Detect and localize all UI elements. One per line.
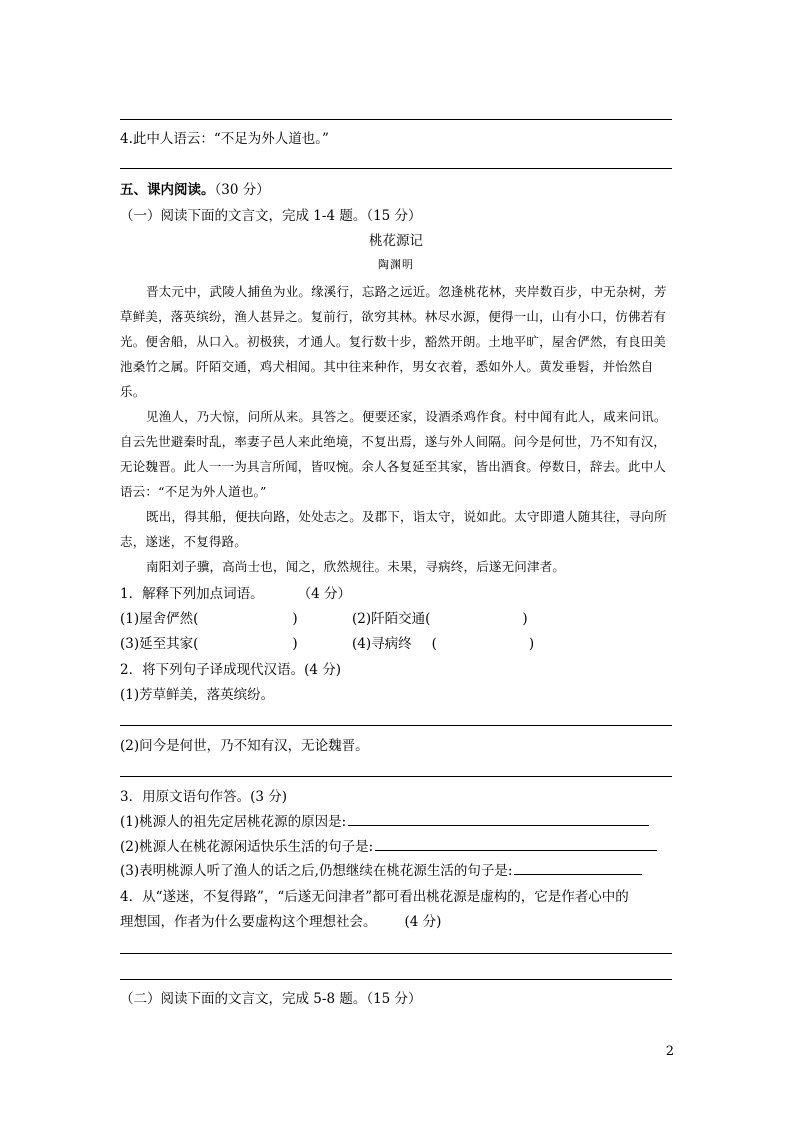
part2-instruction: （二）阅读下面的文言文，完成 5-8 题。（15 分）: [120, 991, 422, 1007]
answer-line-top-1: [120, 119, 672, 120]
passage-author: 陶渊明: [378, 258, 414, 271]
passage-paragraph-1: 晋太元中，武陵人捕鱼为业。缘溪行，忘路之远近。忽逢桃花林，夹岸数百步，中无杂树，芳草鲜美，落英缤纷，渔人甚异之。复前行，欲穷其林。林尽水源，便得一山，山有小口，仿佛若有光。便舍船，从口入。初极狭，才通人。复行数十步，豁然开朗。土地平旷，屋舍俨然，有良田美池桑竹之属。阡陌交通，鸡犬相闻。其中往来种作，男女衣着，悉如外人。黄发垂髫，并怡然自乐。: [120, 284, 667, 399]
q4-line-1: 4．从“遂迷，不复得路”，“后遂无问津者”都可看出桃花源是虚构的，它是作者心中的: [120, 889, 629, 905]
q1-a-label: (1)屋舍俨然(: [120, 611, 199, 627]
q1-score: （4 分）: [297, 586, 351, 602]
q1-a-close: ): [292, 611, 298, 627]
answer-line-top-2: [120, 168, 672, 169]
q1-heading: [120, 585, 351, 603]
q1-item-a: [120, 610, 298, 628]
q3-item-b: [120, 838, 674, 856]
q4-score: (4 分): [404, 914, 442, 930]
q2-answer-line-b[interactable]: [120, 776, 672, 777]
part1-instruction: （一）阅读下面的文言文，完成 1-4 题。（15 分）: [120, 208, 422, 224]
q1-d-open: (: [431, 636, 437, 652]
q3-a-blank[interactable]: [348, 813, 649, 826]
q4-answer-line-2[interactable]: [120, 979, 672, 980]
q1-c-label: (3)延至其家(: [120, 636, 199, 652]
q1-item-c: [120, 635, 298, 653]
q3-b-label: (2)桃源人在桃花源闲适快乐生活的句子是:: [120, 839, 374, 855]
q1-item-b: [352, 610, 528, 628]
passage-body: [120, 279, 676, 579]
q1-title: 1．解释下列加点词语。: [120, 586, 264, 602]
passage-paragraph-3: 既出，得其船，便扶向路，处处志之。及郡下，诣太守，说如此。太守即遣人随其往，寻向所志，遂迷，不复得路。: [120, 509, 667, 549]
q4-line-2-text: 理想国，作者为什么要虚构这个理想社会。: [120, 914, 377, 930]
top-item: 4.此中人语云：“不足为外人道也。”: [120, 131, 329, 147]
q2-answer-line-a[interactable]: [120, 725, 672, 726]
page-number: 2: [665, 1044, 674, 1059]
q2-item-a: (1)芳草鲜美，落英缤纷。: [120, 687, 275, 703]
section-score: （30 分）: [214, 182, 270, 198]
q3-c-blank[interactable]: [514, 862, 642, 875]
q3-item-c: [120, 862, 674, 880]
passage-paragraph-4: 南阳刘子骥，高尚士也，闻之，欣然规往。未果，寻病终，后遂无问津者。: [146, 559, 566, 574]
q4-answer-line-1[interactable]: [120, 953, 672, 954]
q1-d-close: ): [528, 636, 535, 652]
q3-a-label: (1)桃源人的祖先定居桃花源的原因是:: [120, 814, 347, 830]
q1-item-d: [352, 635, 534, 653]
passage-paragraph-2: 见渔人，乃大惊，问所从来。具答之。便要还家，设酒杀鸡作食。村中闻有此人，咸来问讯。自云先世避秦时乱，率妻子邑人来此绝境，不复出焉，遂与外人间隔。问今是何世，乃不知有汉，无论魏晋。此人一一为具言所闻，皆叹惋。余人各复延至其家，皆出酒食。停数日，辞去。此中人语云：“不足为外人道也。”: [120, 409, 667, 499]
section-heading: [120, 181, 270, 199]
q2-title: 2．将下列句子译成现代汉语。(4 分): [120, 662, 342, 678]
q1-c-close: ): [292, 636, 298, 652]
q3-item-a: [120, 813, 674, 831]
passage-title: 桃花源记: [369, 233, 423, 249]
q1-d-label: (4)寻病终: [352, 636, 412, 652]
section-title: 五、课内阅读。: [120, 182, 215, 198]
q1-b-close: ): [522, 611, 528, 627]
q3-c-label: (3)表明桃源人听了渔人的话之后,仍想继续在桃花源生活的句子是:: [120, 863, 513, 879]
q2-item-b: (2)问今是何世，乃不知有汉，无论魏晋。: [120, 738, 369, 754]
q1-b-label: (2)阡陌交通(: [352, 611, 431, 627]
q4-line-2: [120, 913, 441, 931]
q3-b-blank[interactable]: [375, 838, 657, 851]
q3-title: 3．用原文语句作答。(3 分): [120, 789, 288, 805]
